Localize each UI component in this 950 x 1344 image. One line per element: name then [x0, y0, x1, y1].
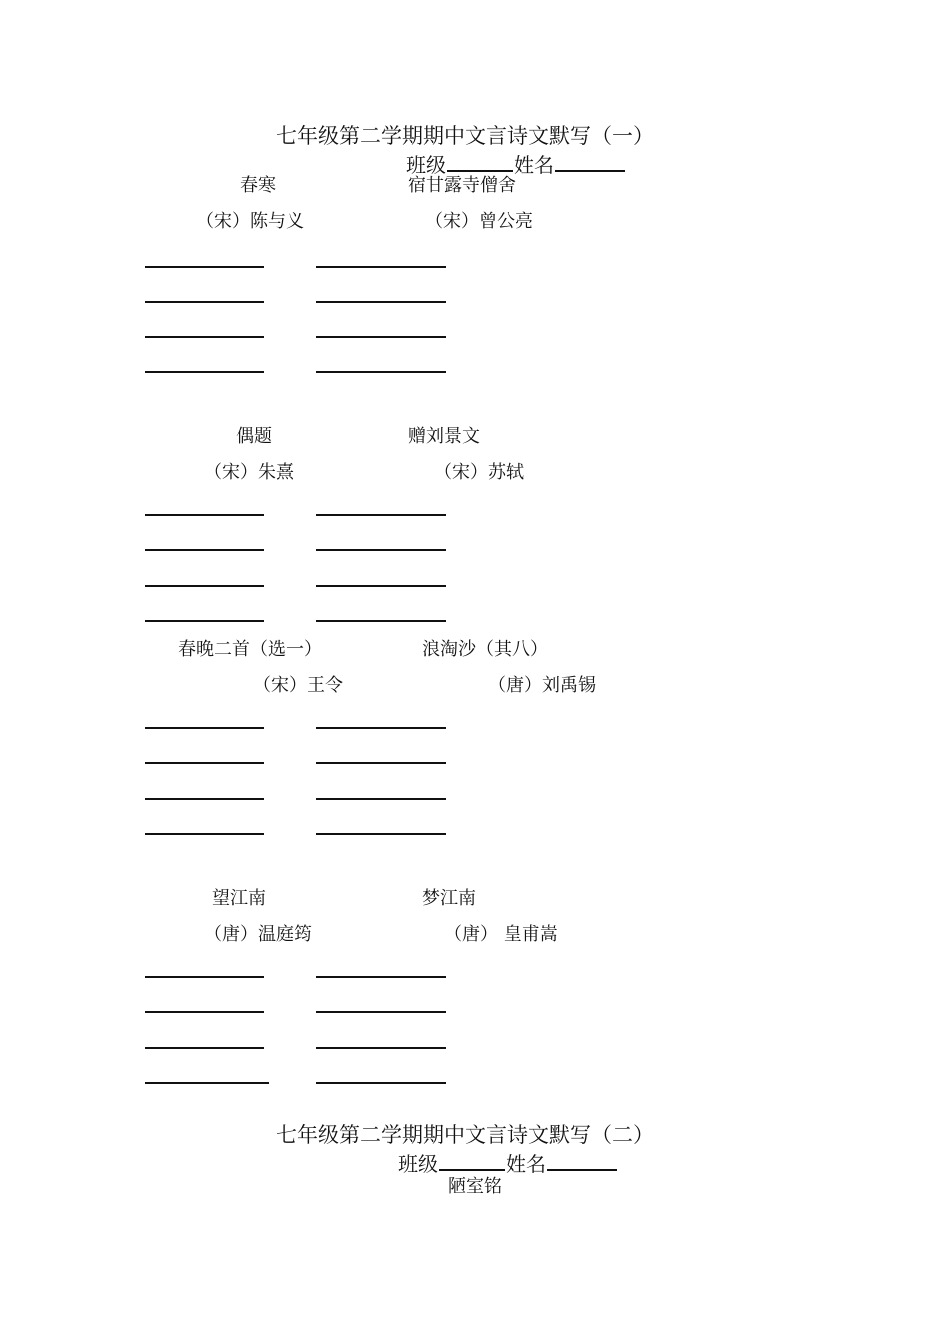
answer-line[interactable] [145, 1047, 264, 1049]
poem-title: 宿甘露寺僧舍 [408, 175, 516, 196]
answer-line[interactable] [316, 833, 446, 835]
poem-title: 陋室铭 [448, 1176, 502, 1197]
name-label: 姓名 [514, 153, 554, 177]
poem-author: （宋）曾公亮 [425, 211, 533, 232]
poem-title: 赠刘景文 [408, 426, 480, 447]
class-label: 班级 [406, 153, 446, 177]
class-blank[interactable] [439, 1151, 505, 1171]
answer-line[interactable] [316, 620, 446, 622]
poem-author: （宋）苏轼 [434, 462, 524, 483]
sheet2-class-name-row [398, 1151, 618, 1174]
poem-author: （宋）朱熹 [204, 462, 294, 483]
poem-title: 春晚二首（选一） [178, 639, 322, 660]
answer-line[interactable] [145, 620, 264, 622]
poem-title: 春寒 [240, 175, 276, 196]
class-label: 班级 [398, 1152, 438, 1176]
poem-author: （唐） 皇甫嵩 [444, 924, 558, 945]
poem-title: 浪淘沙（其八） [422, 639, 548, 660]
poem-author: （宋）王令 [253, 675, 343, 696]
answer-line[interactable] [145, 266, 264, 268]
answer-line[interactable] [145, 549, 264, 551]
answer-line[interactable] [316, 798, 446, 800]
sheet1-title: 七年级第二学期期中文言诗文默写（一） [276, 124, 654, 148]
answer-line[interactable] [145, 833, 264, 835]
answer-line[interactable] [316, 585, 446, 587]
answer-line[interactable] [145, 798, 264, 800]
answer-line[interactable] [316, 301, 446, 303]
answer-line[interactable] [316, 1082, 446, 1084]
answer-line[interactable] [316, 514, 446, 516]
answer-line[interactable] [145, 371, 264, 373]
sheet1-class-name-row [406, 152, 626, 175]
name-blank[interactable] [555, 152, 625, 172]
poem-author: （唐）刘禹锡 [488, 675, 596, 696]
answer-line[interactable] [145, 514, 264, 516]
answer-line[interactable] [316, 1011, 446, 1013]
answer-line[interactable] [316, 266, 446, 268]
answer-line[interactable] [145, 727, 264, 729]
class-blank[interactable] [447, 152, 513, 172]
answer-line[interactable] [316, 549, 446, 551]
name-blank[interactable] [547, 1151, 617, 1171]
poem-title: 偶题 [236, 426, 272, 447]
answer-line[interactable] [145, 585, 264, 587]
sheet2-title: 七年级第二学期期中文言诗文默写（二） [276, 1123, 654, 1147]
poem-title: 梦江南 [422, 888, 476, 909]
name-label: 姓名 [506, 1152, 546, 1176]
poem-title: 望江南 [212, 888, 266, 909]
answer-line[interactable] [316, 727, 446, 729]
answer-line[interactable] [316, 1047, 446, 1049]
poem-author: （宋）陈与义 [196, 211, 304, 232]
answer-line[interactable] [145, 976, 264, 978]
answer-line[interactable] [145, 301, 264, 303]
answer-line[interactable] [145, 336, 264, 338]
answer-line[interactable] [145, 1082, 269, 1084]
answer-line[interactable] [316, 371, 446, 373]
answer-line[interactable] [316, 762, 446, 764]
answer-line[interactable] [316, 336, 446, 338]
answer-line[interactable] [316, 976, 446, 978]
answer-line[interactable] [145, 762, 264, 764]
poem-author: （唐）温庭筠 [204, 924, 312, 945]
answer-line[interactable] [145, 1011, 264, 1013]
